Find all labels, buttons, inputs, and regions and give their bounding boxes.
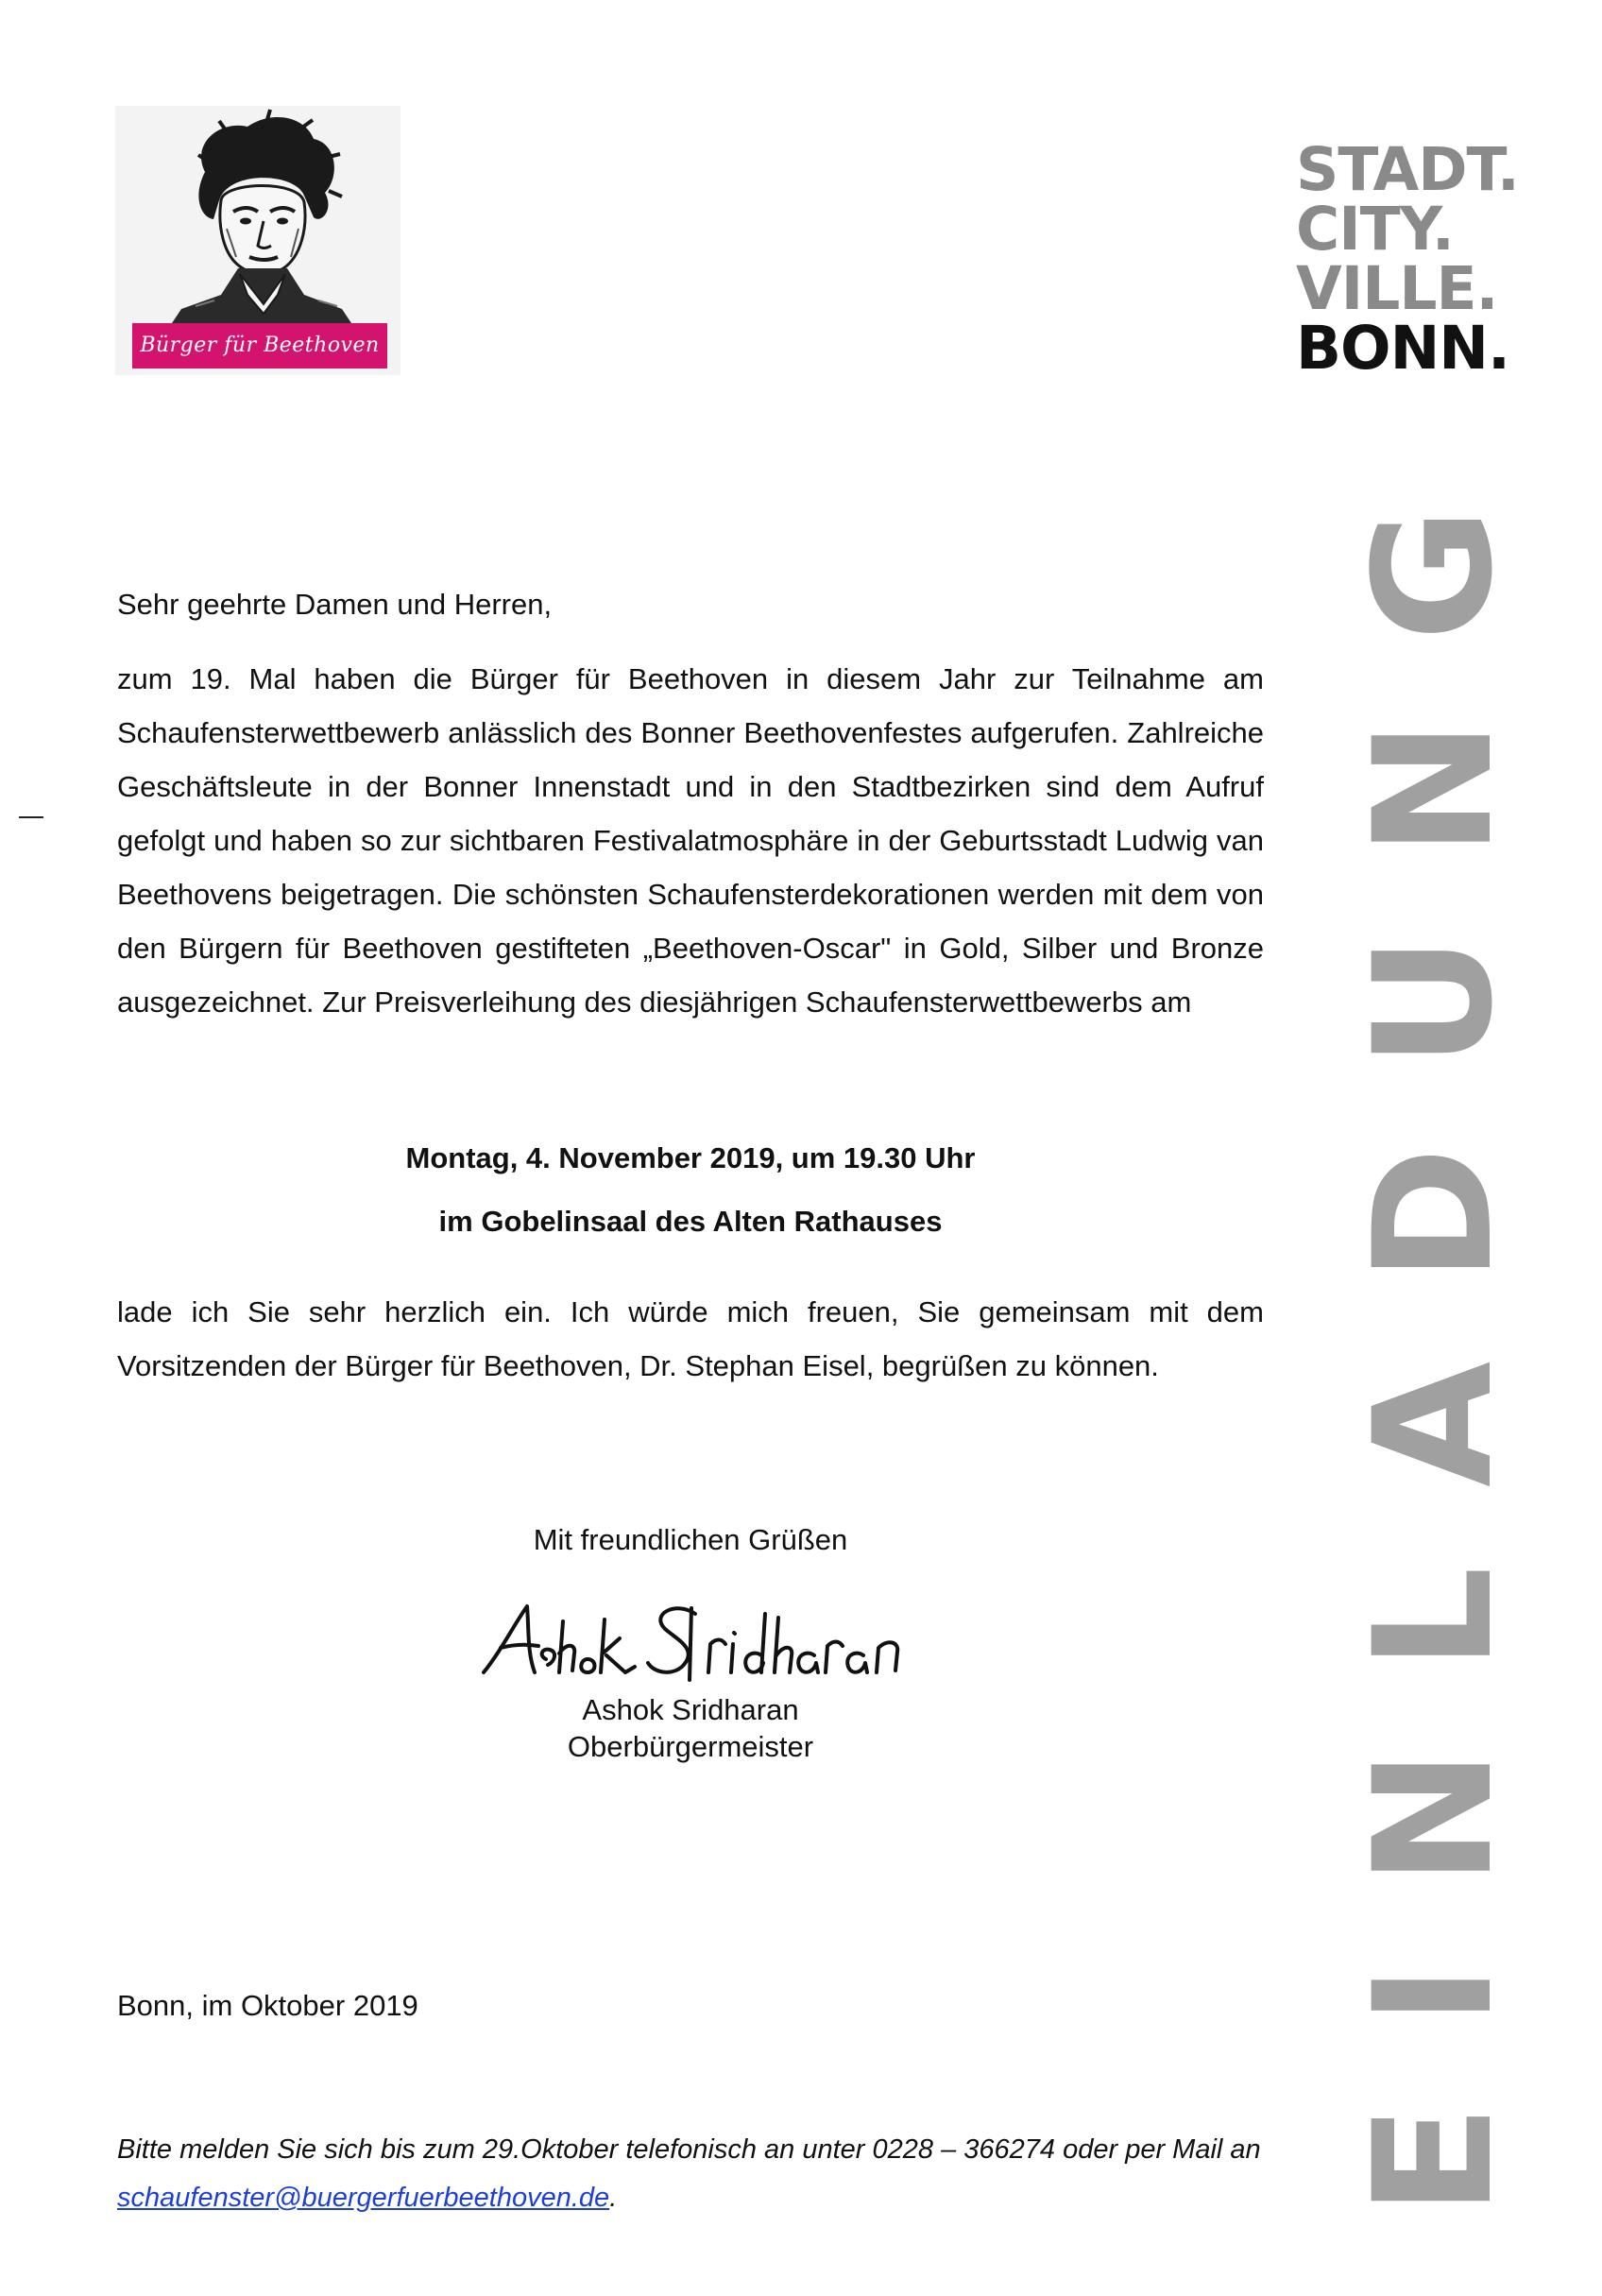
- event-date: Montag, 4. November 2019, um 19.30 Uhr: [405, 1141, 976, 1174]
- signer-name: Ashok Sridharan: [582, 1693, 799, 1726]
- event-location: im Gobelinsaal des Alten Rathauses: [438, 1205, 943, 1238]
- rsvp-text: Bitte melden Sie sich bis zum 29.Oktober telefonisch an unter 0228 – 366274 oder per Mail an: [117, 2134, 1261, 2165]
- signature-icon: [472, 1585, 907, 1691]
- handwritten-signature: [472, 1585, 907, 1691]
- city-logo-line-stadt: STADT.: [1296, 135, 1519, 204]
- city-logo-line-ville: VILLE.: [1296, 254, 1498, 323]
- paragraph-invitation-closing: lade ich Sie sehr herzlich ein. Ich würde mich freuen, Sie gemeinsam mit dem Vorsitzenden der Bürger für Beethoven, Dr. Stephan Eisel, begrüßen zu können.: [117, 1295, 1264, 1382]
- rsvp-end-punctuation: .: [609, 2183, 618, 2213]
- city-logo-line-city: CITY.: [1296, 195, 1454, 264]
- rsvp-email-link[interactable]: schaufenster@buergerfuerbeethoven.de: [117, 2183, 610, 2213]
- city-logo-line-bonn: BONN.: [1296, 314, 1509, 383]
- logo-banner-text: Bürger für Beethoven: [132, 323, 387, 368]
- fold-mark: [19, 816, 43, 818]
- salutation: Sehr geehrte Damen und Herren,: [117, 588, 553, 621]
- einladung-vertical-heading: EINLADUNG: [1338, 428, 1528, 2216]
- paragraph-invitation-intro: zum 19. Mal haben die Bürger für Beethoven in diesem Jahr zur Teilnahme am Schaufensterwettbewerb anlässlich des Bonner Beethovenfestes aufgerufen. Zahlreiche Geschäftsleute in der Bonner Innenstadt und in den Stadtbezirken sind dem Aufruf gefolgt und haben so zur sichtbaren Festivalatmosphäre in der Geburtsstadt Ludwig van Beethovens beigetragen. Die schönsten Schaufensterdekorationen werden mit dem von den Bürgern für Beethoven gestifteten „Beethoven-Oscar" in Gold, Silber und Bronze ausgezeichnet. Zur Preisverleihung des diesjährigen Schaufensterwettbewerbs am: [117, 662, 1264, 1019]
- buerger-fuer-beethoven-logo: [115, 106, 400, 375]
- rsvp-note: [117, 2126, 1264, 2222]
- place-and-date: Bonn, im Oktober 2019: [117, 1989, 418, 2022]
- beethoven-portrait-icon: [115, 106, 400, 323]
- bonn-city-logo: [1296, 135, 1523, 383]
- signer-title: Oberbürgermeister: [567, 1730, 814, 1763]
- closing-greeting: Mit freundlichen Grüßen: [533, 1523, 848, 1556]
